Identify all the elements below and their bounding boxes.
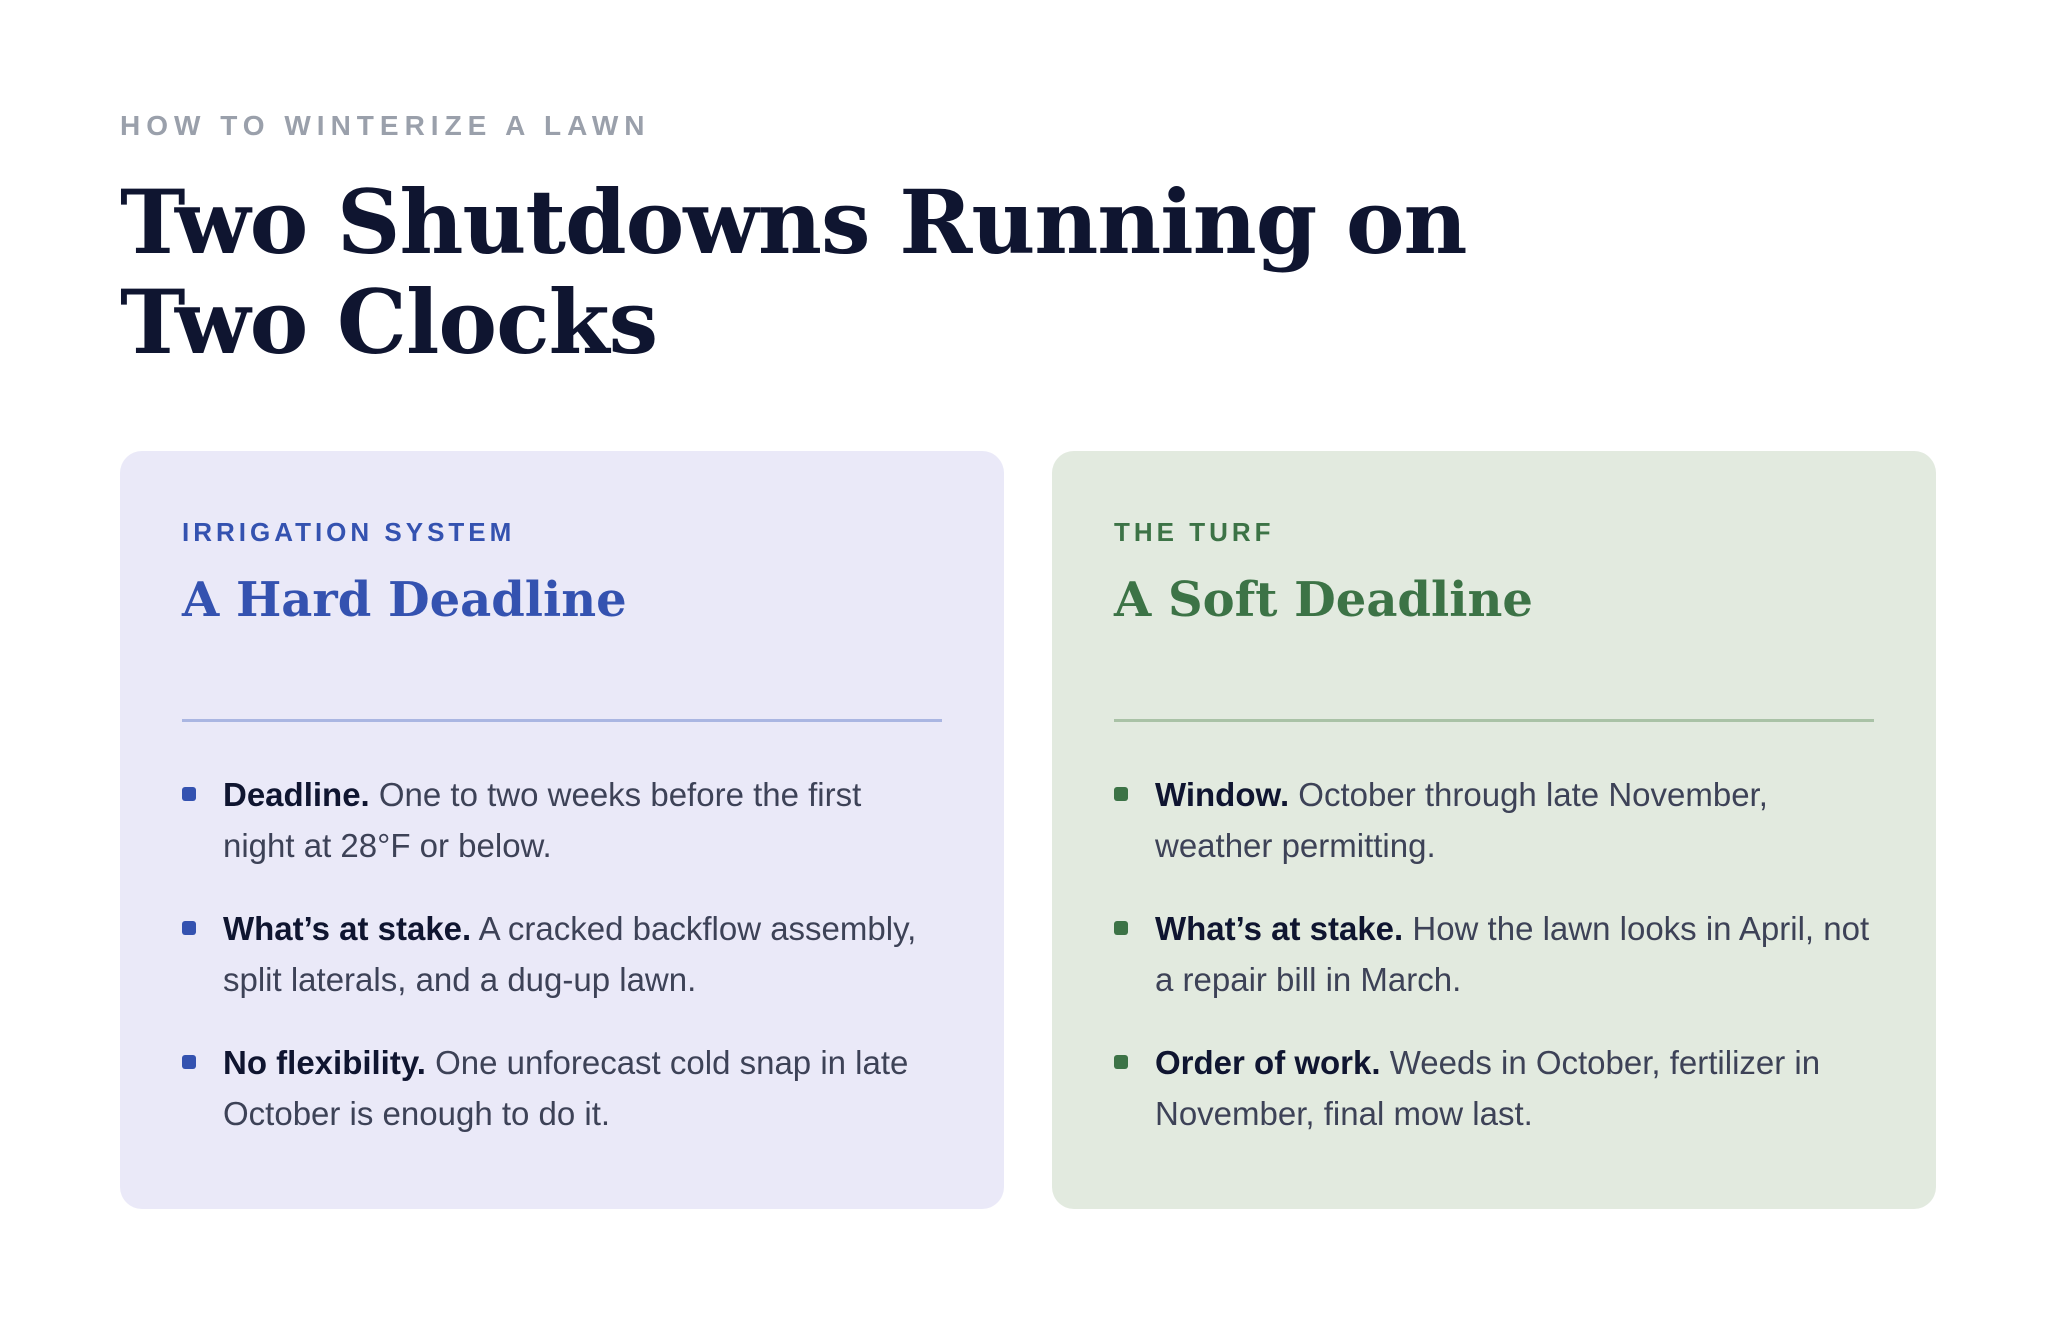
item-label: Deadline. <box>223 776 370 813</box>
card-heading: A Hard Deadline <box>182 572 627 628</box>
card-kicker: THE TURF <box>1114 517 1275 547</box>
list-item <box>182 769 942 871</box>
card-heading: A Soft Deadline <box>1114 572 1533 628</box>
page-title: Two Shutdowns Running on Two Clocks <box>120 170 1467 374</box>
list-item <box>182 903 942 1005</box>
card-kicker: IRRIGATION SYSTEM <box>182 517 516 547</box>
item-label: Window. <box>1155 776 1290 813</box>
square-bullet-icon <box>182 1055 196 1069</box>
item-text: One unforecast cold snap in late October is enough to do it. <box>223 1044 909 1132</box>
list-item <box>1114 769 1874 871</box>
item-label: Order of work. <box>1155 1044 1381 1081</box>
eyebrow: HOW TO WINTERIZE A LAWN <box>120 110 651 141</box>
item-text: Weeds in October, fertilizer in November, final mow last. <box>1155 1044 1821 1132</box>
item-text: One to two weeks before the first night at 28°F or below. <box>223 776 862 864</box>
square-bullet-icon <box>182 787 196 801</box>
square-bullet-icon <box>1114 921 1128 935</box>
item-label: No flexibility. <box>223 1044 426 1081</box>
item-text: How the lawn looks in April, not a repair bill in March. <box>1155 910 1870 998</box>
item-text: October through late November, weather permitting. <box>1155 776 1768 864</box>
divider <box>182 719 942 722</box>
list-item <box>1114 1037 1874 1139</box>
square-bullet-icon <box>1114 787 1128 801</box>
cards-row <box>120 451 1936 1209</box>
card-the-turf <box>1052 451 1936 1209</box>
item-label: What’s at stake. <box>223 910 472 947</box>
list-item <box>1114 903 1874 1005</box>
list-item <box>182 1037 942 1139</box>
bullet-list <box>1114 769 1874 1171</box>
item-text: A cracked backflow assembly, split laterals, and a dug-up lawn. <box>223 910 917 998</box>
card-irrigation-system <box>120 451 1004 1209</box>
item-label: What’s at stake. <box>1155 910 1404 947</box>
divider <box>1114 719 1874 722</box>
bullet-list <box>182 769 942 1171</box>
square-bullet-icon <box>1114 1055 1128 1069</box>
square-bullet-icon <box>182 921 196 935</box>
